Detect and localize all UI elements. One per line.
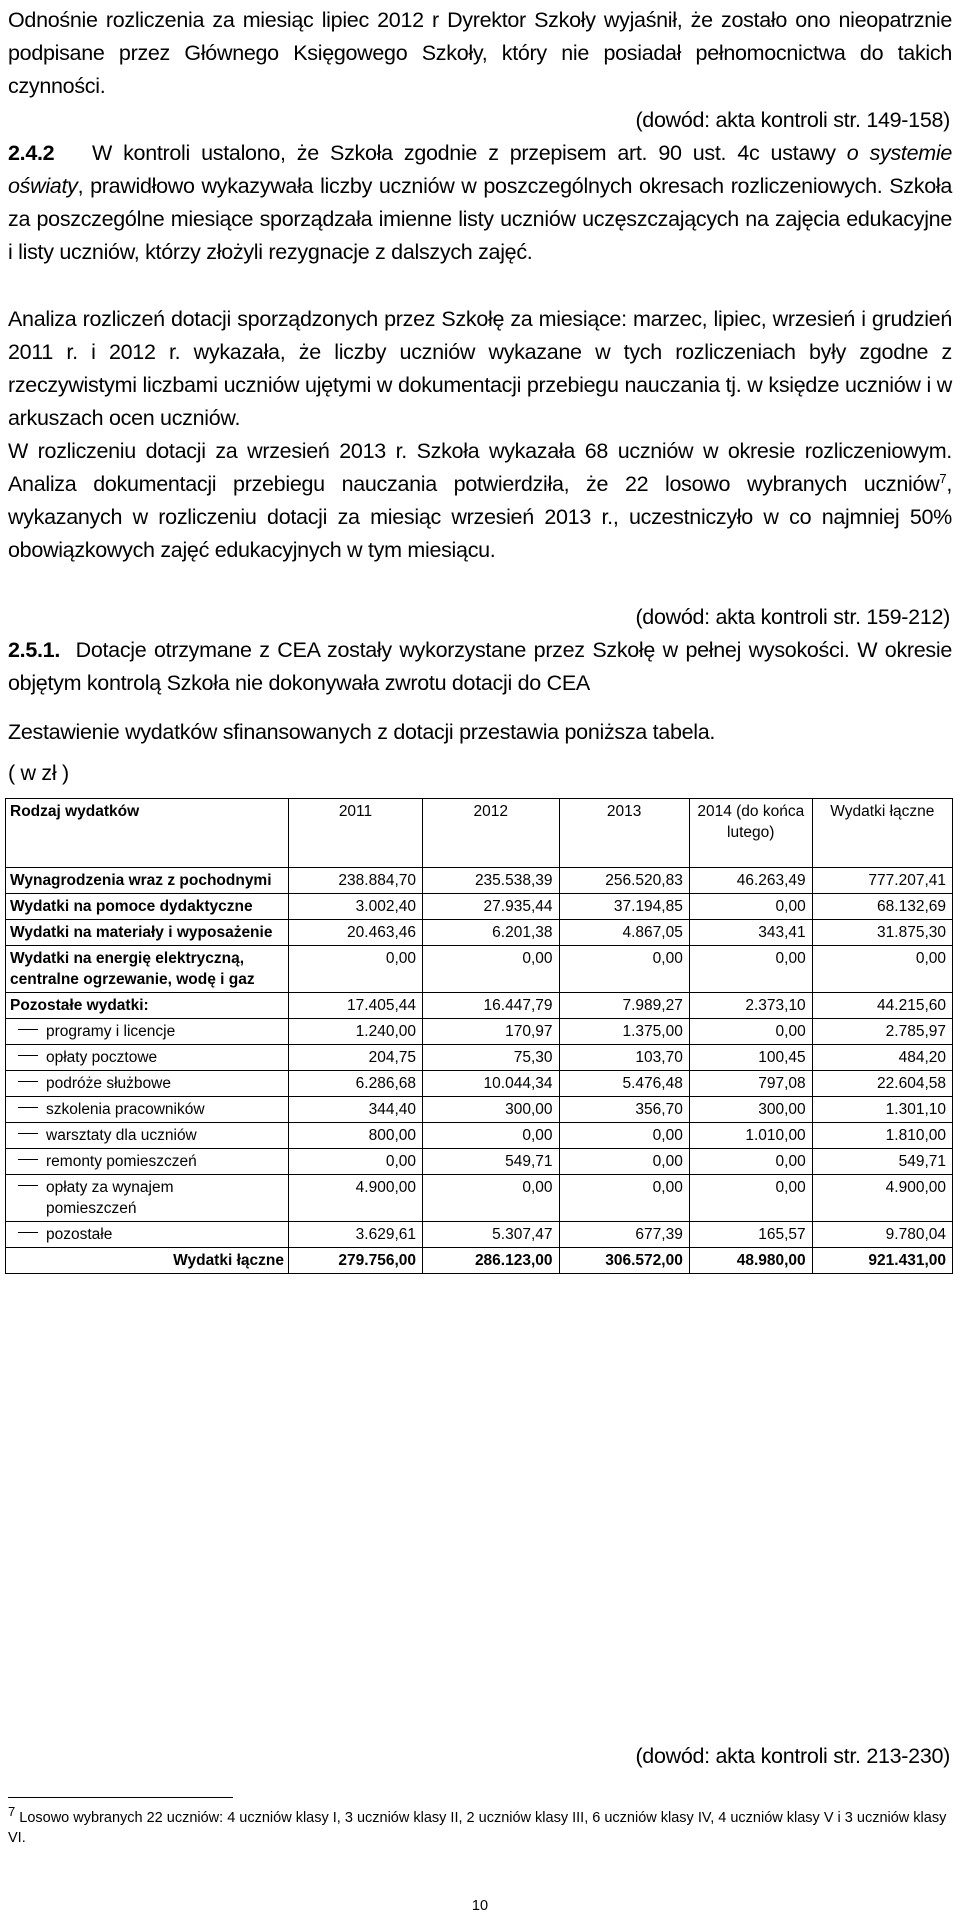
subrow-value: 0,00: [559, 1149, 689, 1175]
subrow-value: 100,45: [689, 1045, 812, 1071]
total-all: 921.431,00: [812, 1248, 952, 1274]
paragraph-analysis: Analiza rozliczeń dotacji sporządzonych przez Szkołę za miesiące: marzec, lipiec, wrzesień i grudzień 2011 r. i 2012 r. wykazała, że liczby uczniów wykazane w tych rozliczeniach były zgodne z rzeczywistymi liczbami uczniów ujętymi w dokumentacji przebiegu nauczania tj. w księdze uczniów i w arkuszach ocen uczniów.: [8, 307, 952, 430]
subrow-label-cell: [6, 1149, 289, 1175]
subrow-value: 170,97: [423, 1019, 560, 1045]
subrow-value: 4.900,00: [812, 1175, 952, 1222]
subrow-label-cell: [6, 1175, 289, 1222]
footnote-separator: [8, 1797, 233, 1798]
row-value: 235.538,39: [423, 868, 560, 894]
row-value: 44.215,60: [812, 993, 952, 1019]
table-subrow: [6, 1097, 953, 1123]
row-value: 4.867,05: [559, 920, 689, 946]
footnote-ref: 7: [939, 470, 947, 486]
subrow-value: 0,00: [423, 1175, 560, 1222]
row-value: 0,00: [689, 894, 812, 920]
subrow-value: 300,00: [423, 1097, 560, 1123]
subrow-label: opłaty za wynajem pomieszczeń: [46, 1179, 174, 1217]
row-value: 238.884,70: [288, 868, 422, 894]
subrow-value: 3.629,61: [288, 1222, 422, 1248]
subrow-label: pozostałe: [46, 1226, 113, 1243]
dash-bullet: [18, 1185, 38, 1186]
total-2014: 48.980,00: [689, 1248, 812, 1274]
subrow-value: 800,00: [288, 1123, 422, 1149]
header-total: Wydatki łączne: [812, 799, 952, 868]
subrow-value: 344,40: [288, 1097, 422, 1123]
subrow-value: 356,70: [559, 1097, 689, 1123]
row-label: Wydatki na pomoce dydaktyczne: [6, 894, 289, 920]
table-total-row: [6, 1248, 953, 1274]
row-value: 16.447,79: [423, 993, 560, 1019]
dash-bullet: [18, 1133, 38, 1134]
evidence-note-3: (dowód: akta kontroli str. 213-230): [635, 1744, 950, 1768]
total-2011: 279.756,00: [288, 1248, 422, 1274]
subrow-value: 549,71: [812, 1149, 952, 1175]
row-value: 46.263,49: [689, 868, 812, 894]
section-number: 2.4.2: [8, 141, 55, 165]
subrow-value: 10.044,34: [423, 1071, 560, 1097]
page-number: 10: [471, 1898, 489, 1914]
subrow-value: 0,00: [288, 1149, 422, 1175]
row-value: 31.875,30: [812, 920, 952, 946]
table-subrow: [6, 1019, 953, 1045]
table-subrow: [6, 1071, 953, 1097]
total-label: Wydatki łączne: [6, 1248, 289, 1274]
row-value: 7.989,27: [559, 993, 689, 1019]
row-value: 20.463,46: [288, 920, 422, 946]
subrow-label-cell: [6, 1222, 289, 1248]
table-row: [6, 868, 953, 894]
dash-bullet: [18, 1081, 38, 1082]
row-value: 0,00: [559, 946, 689, 993]
row-value: 0,00: [689, 946, 812, 993]
subrow-value: 103,70: [559, 1045, 689, 1071]
table-row: [6, 993, 953, 1019]
subrow-value: 1.301,10: [812, 1097, 952, 1123]
section-text-a: W kontroli ustalono, że Szkoła zgodnie z przepisem art. 90 ust. 4c ustawy: [92, 141, 836, 165]
subrow-value: 0,00: [689, 1019, 812, 1045]
dash-bullet: [18, 1055, 38, 1056]
table-row: [6, 946, 953, 993]
header-2012: 2012: [423, 799, 560, 868]
row-value: 3.002,40: [288, 894, 422, 920]
row-value: 37.194,85: [559, 894, 689, 920]
subrow-value: 1.810,00: [812, 1123, 952, 1149]
subrow-value: 1.010,00: [689, 1123, 812, 1149]
section-text: Dotacje otrzymane z CEA zostały wykorzystane przez Szkołę w pełnej wysokości. W okresie objętym kontrolą Szkoła nie dokonywała zwrotu dotacji do CEA: [8, 638, 952, 695]
section-2-4-2: [8, 137, 952, 269]
subrow-value: 5.476,48: [559, 1071, 689, 1097]
subrow-value: 1.240,00: [288, 1019, 422, 1045]
expenses-table: [5, 798, 953, 1274]
row-value: 17.405,44: [288, 993, 422, 1019]
subrow-value: 677,39: [559, 1222, 689, 1248]
p3-text-a: W rozliczeniu dotacji za wrzesień 2013 r. Szkoła wykazała 68 uczniów w okresie rozliczeniowym. Analiza dokumentacji przebiegu nauczania potwierdziła, że 22 losowo wybranych uczniów: [8, 439, 952, 496]
dash-bullet: [18, 1159, 38, 1160]
subrow-value: 0,00: [689, 1149, 812, 1175]
footnote-mark: 7: [8, 1804, 16, 1820]
table-subrow: [6, 1222, 953, 1248]
subrow-label-cell: [6, 1019, 289, 1045]
act-name: o systemie oświaty: [8, 141, 952, 198]
table-subrow: [6, 1123, 953, 1149]
subrow-value: 75,30: [423, 1045, 560, 1071]
section-2-5-1: [8, 634, 952, 700]
subrow-label-cell: [6, 1123, 289, 1149]
row-value: 68.132,69: [812, 894, 952, 920]
paragraph-intro: Odnośnie rozliczenia za miesiąc lipiec 2012 r Dyrektor Szkoły wyjaśnił, że zostało ono nieopatrznie podpisane przez Głównego Księgowego Szkoły, który nie posiadał pełnomocnictwa do takich czynności.: [8, 8, 952, 98]
row-label: Pozostałe wydatki:: [6, 993, 289, 1019]
subrow-label: programy i licencje: [46, 1023, 176, 1040]
row-value: 256.520,83: [559, 868, 689, 894]
subrow-label-cell: [6, 1071, 289, 1097]
table-subrow: [6, 1175, 953, 1222]
subrow-value: 165,57: [689, 1222, 812, 1248]
subrow-label: warsztaty dla uczniów: [46, 1127, 197, 1144]
subrow-value: 204,75: [288, 1045, 422, 1071]
evidence-note-1: (dowód: akta kontroli str. 149-158): [635, 108, 950, 132]
table-subrow: [6, 1149, 953, 1175]
subrow-label: opłaty pocztowe: [46, 1049, 158, 1066]
subrow-label-cell: [6, 1097, 289, 1123]
row-value: 2.373,10: [689, 993, 812, 1019]
row-label: Wydatki na energię elektryczną, centralne ogrzewanie, wodę i gaz: [6, 946, 289, 993]
table-header-row: [6, 799, 953, 868]
evidence-note-2: (dowód: akta kontroli str. 159-212): [635, 605, 950, 629]
total-2013: 306.572,00: [559, 1248, 689, 1274]
subrow-label: podróże służbowe: [46, 1075, 171, 1092]
dash-bullet: [18, 1232, 38, 1233]
row-label: Wynagrodzenia wraz z pochodnymi: [6, 868, 289, 894]
dash-bullet: [18, 1107, 38, 1108]
subrow-value: 5.307,47: [423, 1222, 560, 1248]
table-row: [6, 894, 953, 920]
table-row: [6, 920, 953, 946]
row-value: 0,00: [812, 946, 952, 993]
subrow-value: 22.604,58: [812, 1071, 952, 1097]
subrow-label-cell: [6, 1045, 289, 1071]
dash-bullet: [18, 1029, 38, 1030]
subrow-value: 484,20: [812, 1045, 952, 1071]
subrow-value: 6.286,68: [288, 1071, 422, 1097]
table-intro: Zestawienie wydatków sfinansowanych z dotacji przestawia poniższa tabela.: [8, 720, 716, 744]
table-subrow: [6, 1045, 953, 1071]
header-2011: 2011: [288, 799, 422, 868]
paragraph-september: [8, 435, 952, 567]
subrow-label: remonty pomieszczeń: [46, 1153, 197, 1170]
header-kind: Rodzaj wydatków: [6, 799, 289, 868]
header-2013: 2013: [559, 799, 689, 868]
subrow-value: 1.375,00: [559, 1019, 689, 1045]
subrow-value: 797,08: [689, 1071, 812, 1097]
footnote-text: Losowo wybranych 22 uczniów: 4 uczniów klasy I, 3 uczniów klasy II, 2 uczniów klasy III, 6 uczniów klasy IV, 4 uczniów klasy V i 3 uczniów klasy VI.: [8, 1810, 947, 1846]
header-2014: 2014 (do końca lutego): [689, 799, 812, 868]
p3-text-b: , wykazanych w rozliczeniu dotacji za miesiąc wrzesień 2013 r., uczestniczyło w co najmniej 50% obowiązkowych zajęć edukacyjnych w tym miesiącu.: [8, 472, 952, 562]
subrow-value: 0,00: [689, 1175, 812, 1222]
subrow-value: 0,00: [423, 1123, 560, 1149]
section-text-b: , prawidłowo wykazywała liczby uczniów w poszczególnych okresach rozliczeniowych. Szkoła za poszczególne miesiące sporządzała imienne listy uczniów uczęszczających na zajęcia edukacyjne i listy uczniów, którzy złożyli rezygnacje z dalszych zajęć.: [8, 174, 952, 264]
row-value: 27.935,44: [423, 894, 560, 920]
row-value: 343,41: [689, 920, 812, 946]
subrow-label: szkolenia pracowników: [46, 1101, 205, 1118]
footnote: [8, 1804, 952, 1848]
subrow-value: 549,71: [423, 1149, 560, 1175]
subrow-value: 4.900,00: [288, 1175, 422, 1222]
unit-note: ( w zł ): [8, 761, 69, 785]
row-value: 6.201,38: [423, 920, 560, 946]
subrow-value: 2.785,97: [812, 1019, 952, 1045]
row-value: 777.207,41: [812, 868, 952, 894]
row-label: Wydatki na materiały i wyposażenie: [6, 920, 289, 946]
section-number: 2.5.1.: [8, 638, 60, 662]
subrow-value: 0,00: [559, 1175, 689, 1222]
row-value: 0,00: [423, 946, 560, 993]
row-value: 0,00: [288, 946, 422, 993]
subrow-value: 0,00: [559, 1123, 689, 1149]
total-2012: 286.123,00: [423, 1248, 560, 1274]
subrow-value: 300,00: [689, 1097, 812, 1123]
subrow-value: 9.780,04: [812, 1222, 952, 1248]
